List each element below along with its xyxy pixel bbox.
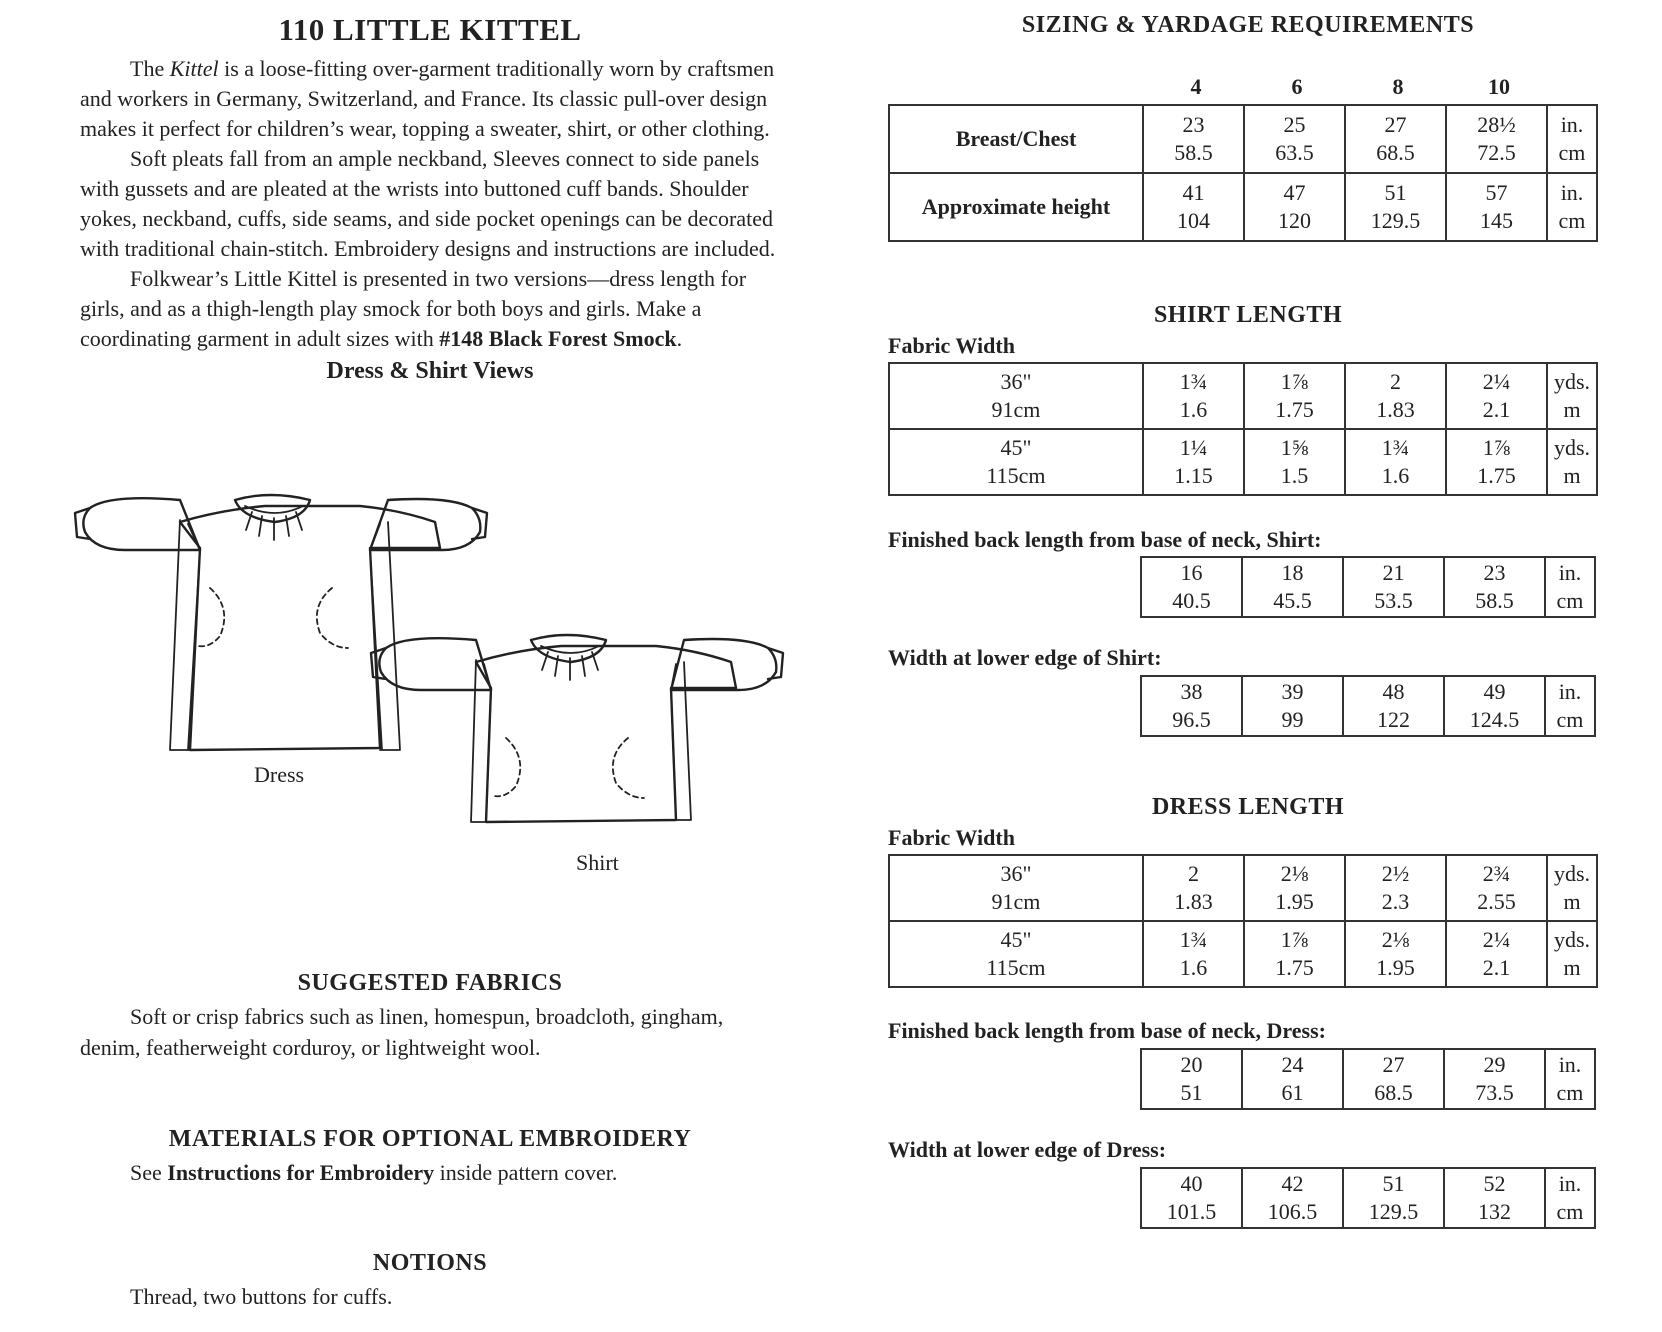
- unit-cell: in. cm: [1547, 105, 1597, 173]
- cell: 1⅝ 1.5: [1244, 429, 1345, 495]
- dress-caption: Dress: [254, 762, 305, 787]
- dress-yardage-table: [888, 854, 1598, 988]
- cell: 27 68.5: [1345, 105, 1446, 173]
- notions-text: Thread, two buttons for cuffs.: [130, 1284, 393, 1309]
- intro-p1-post: is a loose-fitting over-garment traditionally worn by craftsmen and workers in Germany, Switzerland, and France. Its classic pull-over design makes it perfect for children’s wear, topping a sweater, shirt, or other clothing.: [80, 56, 775, 141]
- shirt-back-length-table: [1140, 556, 1596, 618]
- cell: 49 124.5: [1444, 676, 1545, 736]
- cell: 2½ 2.3: [1345, 855, 1446, 921]
- cell: 27 68.5: [1343, 1049, 1444, 1109]
- intro-paragraph-2: Soft pleats fall from an ample neckband, Sleeves connect to side panels with gussets and are pleated at the wrists into buttoned cuff bands. Shoulder yokes, neckband, cuffs, side seams, and side pocket openings can be decorated with traditional chain-stitch. Embroidery designs and instructions are included.: [80, 146, 776, 261]
- cell: 23 58.5: [1143, 105, 1244, 173]
- cell: 57 145: [1446, 173, 1547, 241]
- intro-p1-pre: The: [130, 56, 170, 81]
- embroidery-title: MATERIALS FOR OPTIONAL EMBROIDERY: [168, 1126, 692, 1152]
- size-header-row: [0, 74, 1662, 102]
- cell: 20 51: [1141, 1049, 1242, 1109]
- cell: 25 63.5: [1244, 105, 1345, 173]
- intro-p3-pre: Folkwear’s Little Kittel is presented in two versions—dress length for girls, and as a thigh-length play smock for both boys and girls. Make a coordinating garment in adult sizes with: [80, 266, 747, 351]
- dress-width-label: Width at lower edge of Dress:: [888, 1137, 1167, 1162]
- unit-cell: yds. m: [1547, 429, 1597, 495]
- cell: 2¾ 2.55: [1446, 855, 1547, 921]
- cell: 21 53.5: [1343, 557, 1444, 617]
- unit-cell: yds. m: [1547, 855, 1597, 921]
- shirt-caption: Shirt: [576, 850, 619, 875]
- table-row: [1141, 676, 1595, 736]
- fabric-width-cell: 36" 91cm: [889, 855, 1143, 921]
- dress-back-length-table: [1140, 1048, 1596, 1110]
- row-label: Approximate height: [889, 173, 1143, 241]
- cell: 2⅛ 1.95: [1244, 855, 1345, 921]
- intro-p3-post: .: [676, 326, 683, 351]
- cell: 40 101.5: [1141, 1168, 1242, 1228]
- unit-cell: yds. m: [1547, 363, 1597, 429]
- table-row: [889, 921, 1597, 987]
- table-row: [889, 105, 1597, 173]
- cell: 18 45.5: [1242, 557, 1343, 617]
- cell: 16 40.5: [1141, 557, 1242, 617]
- shirt-back-length-label: Finished back length from base of neck, Shirt:: [888, 527, 1322, 552]
- cell: 38 96.5: [1141, 676, 1242, 736]
- dress-width-table: [1140, 1167, 1596, 1229]
- cell: 2¼ 2.1: [1446, 921, 1547, 987]
- shirt-yardage-table: [888, 362, 1598, 496]
- cell: 2¼ 2.1: [1446, 363, 1547, 429]
- pattern-title: 110 LITTLE KITTEL: [278, 12, 582, 47]
- shirt-width-table: [1140, 675, 1596, 737]
- cell: 1⅞ 1.75: [1244, 921, 1345, 987]
- size-6: 6: [1291, 74, 1303, 99]
- cell: 28½ 72.5: [1446, 105, 1547, 173]
- size-4: 4: [1190, 74, 1202, 99]
- dress-drawing: [75, 495, 487, 750]
- views-title: Dress & Shirt Views: [326, 358, 534, 384]
- dress-back-length-label: Finished back length from base of neck, Dress:: [888, 1018, 1326, 1043]
- intro-p1-italic: Kittel: [169, 56, 219, 81]
- intro-p3-bold: #148 Black Forest Smock: [439, 326, 677, 351]
- table-row: [1141, 1168, 1595, 1228]
- shirt-length-title: SHIRT LENGTH: [1153, 302, 1343, 328]
- cell: 2 1.83: [1143, 855, 1244, 921]
- cell: 1¾ 1.6: [1143, 921, 1244, 987]
- notions-title: NOTIONS: [372, 1250, 488, 1276]
- unit-cell: in. cm: [1545, 1049, 1595, 1109]
- table-row: [889, 363, 1597, 429]
- cell: 51 129.5: [1343, 1168, 1444, 1228]
- table-row: [889, 173, 1597, 241]
- dress-length-title: DRESS LENGTH: [1151, 794, 1345, 820]
- cell: 24 61: [1242, 1049, 1343, 1109]
- cell: 52 132: [1444, 1168, 1545, 1228]
- shirt-drawing: [371, 635, 783, 822]
- intro-paragraph-3: [80, 264, 780, 354]
- sizing-title: SIZING & YARDAGE REQUIREMENTS: [1021, 12, 1475, 38]
- table-row: [889, 429, 1597, 495]
- unit-cell: in. cm: [1545, 1168, 1595, 1228]
- unit-cell: in. cm: [1547, 173, 1597, 241]
- cell: 51 129.5: [1345, 173, 1446, 241]
- fabric-width-cell: 45" 115cm: [889, 921, 1143, 987]
- unit-cell: in. cm: [1545, 676, 1595, 736]
- cell: 47 120: [1244, 173, 1345, 241]
- size-10: 10: [1488, 74, 1510, 99]
- cell: 1¾ 1.6: [1345, 429, 1446, 495]
- unit-cell: yds. m: [1547, 921, 1597, 987]
- shirt-fabric-width-label: Fabric Width: [888, 333, 1015, 358]
- embroidery-post: inside pattern cover.: [434, 1160, 618, 1185]
- cell: 1¾ 1.6: [1143, 363, 1244, 429]
- cell: 1⅞ 1.75: [1244, 363, 1345, 429]
- fabric-width-cell: 36" 91cm: [889, 363, 1143, 429]
- shirt-width-label: Width at lower edge of Shirt:: [888, 645, 1162, 670]
- table-row: [1141, 557, 1595, 617]
- garment-illustration: [70, 488, 810, 888]
- cell: 2⅛ 1.95: [1345, 921, 1446, 987]
- cell: 2 1.83: [1345, 363, 1446, 429]
- embroidery-pre: See: [130, 1160, 168, 1185]
- cell: 39 99: [1242, 676, 1343, 736]
- dress-fabric-width-label: Fabric Width: [888, 825, 1015, 850]
- fabrics-text: Soft or crisp fabrics such as linen, homespun, broadcloth, gingham, denim, featherweight corduroy, or lightweight wool.: [80, 1004, 724, 1060]
- cell: 1⅞ 1.75: [1446, 429, 1547, 495]
- fabric-width-cell: 45" 115cm: [889, 429, 1143, 495]
- fabrics-title: SUGGESTED FABRICS: [297, 970, 563, 996]
- cell: 41 104: [1143, 173, 1244, 241]
- cell: 42 106.5: [1242, 1168, 1343, 1228]
- unit-cell: in. cm: [1545, 557, 1595, 617]
- size-8: 8: [1392, 74, 1404, 99]
- row-label: Breast/Chest: [889, 105, 1143, 173]
- cell: 23 58.5: [1444, 557, 1545, 617]
- left-column: [80, 12, 780, 385]
- table-row: [1141, 1049, 1595, 1109]
- cell: 29 73.5: [1444, 1049, 1545, 1109]
- cell: 1¼ 1.15: [1143, 429, 1244, 495]
- embroidery-text: [130, 1157, 780, 1188]
- body-measurements-table: [888, 104, 1598, 242]
- embroidery-bold: Instructions for Embroidery: [167, 1160, 435, 1185]
- table-row: [889, 855, 1597, 921]
- cell: 48 122: [1343, 676, 1444, 736]
